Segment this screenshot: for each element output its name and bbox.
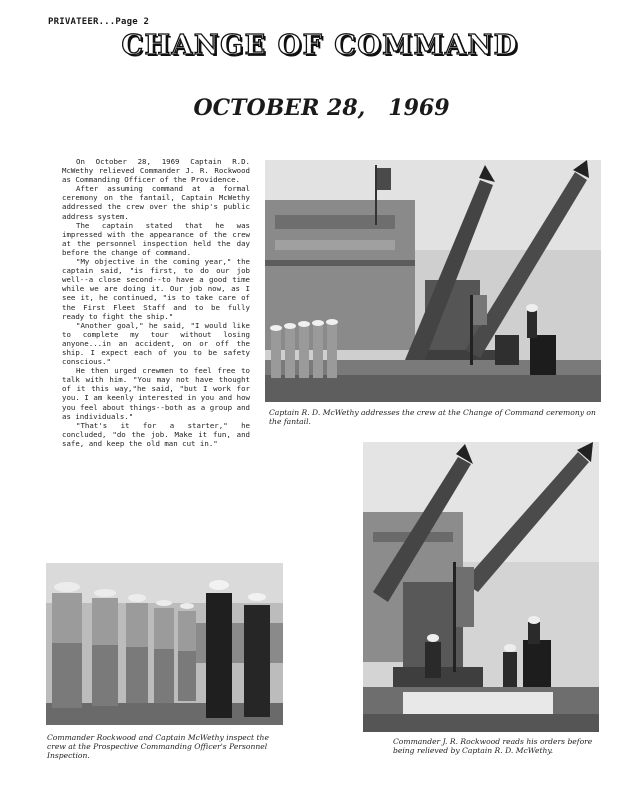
running-head: PRIVATEER...Page 2 [48, 17, 150, 27]
photo-commander-reads-orders [363, 442, 599, 732]
article-paragraph: The captain stated that he was impressed with the appearance of the crew at the personnel inspection held the day before the change of command. [62, 220, 250, 257]
caption-top-right: Captain R. D. McWethy addresses the crew at the Change of Command ceremony on the fantail. [269, 408, 596, 427]
article-paragraph: He then urged crewmen to feel free to talk with him. "You may not have thought of it this way,"he said, "but I work for you. I am keenly interested in you and how you feel about things--both as a group and as individuals." [62, 366, 250, 421]
ceremony-date: OCTOBER 28, 1969 [193, 95, 450, 121]
photo-captain-addresses-crew [265, 160, 601, 402]
article-paragraph: "My objective in the coming year," the captain said, "is first, to do our job well--a close second--to have a good time while we are doing it. Our job now, as I see it, he continued, "is to take care of the First Fleet Staff and to be fully ready to fight the ship." [62, 257, 250, 321]
article-body [62, 157, 250, 448]
article-paragraph: After assuming command at a formal ceremony on the fantail, Captain McWethy addressed the crew over the ship's public address system. [62, 184, 250, 221]
article-paragraph: "That's it for a starter," he concluded, "do the job. Make it fun, and safe, and keep the old man cut in." [62, 420, 250, 448]
photo-crew-inspection [46, 563, 283, 725]
page-title: CHANGE OF COMMAND [121, 30, 519, 61]
article-paragraph: On October 28, 1969 Captain R.D. McWethy relieved Commander J. R. Rockwood as Commanding Officer of the Providence. [62, 157, 250, 185]
article-paragraph: "Another goal," he said, "I would like to complete my tour without losing anyone...in an accident, on or off the ship. I expect each of you to be safety conscious." [62, 320, 250, 367]
caption-bottom-left: Commander Rockwood and Captain McWethy inspect the crew at the Prospective Commanding Officer's Personnel Inspection. [47, 733, 269, 761]
caption-bottom-right: Commander J. R. Rockwood reads his orders before being relieved by Captain R. D. McWethy. [393, 737, 593, 756]
